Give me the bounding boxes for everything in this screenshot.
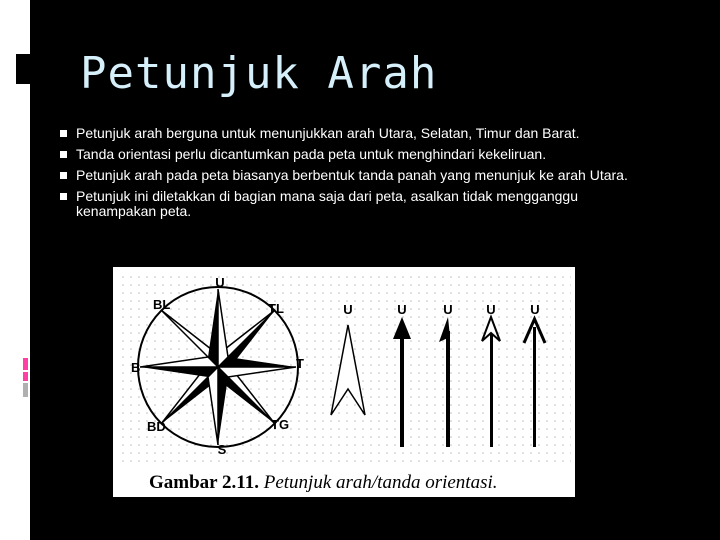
compass-label-east: T xyxy=(296,356,304,371)
compass-label-southeast: TG xyxy=(271,417,290,432)
square-bullet-icon xyxy=(60,130,67,137)
left-decor-bar xyxy=(16,54,30,84)
compass-label-northwest: BL xyxy=(153,297,171,312)
compass-label-north: U xyxy=(215,275,225,290)
bullet-text: Petunjuk arah pada peta biasanya berbentuk tanda panah yang menunjuk ke arah Utara. xyxy=(76,167,628,183)
compass-label-northeast: TL xyxy=(268,301,284,316)
square-bullet-icon xyxy=(60,172,67,179)
arrow-label-north: U xyxy=(530,302,540,317)
arrow-label-north: U xyxy=(443,302,453,317)
bullet-text: Tanda orientasi perlu dicantumkan pada peta untuk menghindari kekeliruan. xyxy=(76,146,547,162)
bullet-item xyxy=(60,147,660,162)
accent-mark-pink xyxy=(23,358,28,370)
caption-text: Petunjuk arah/tanda orientasi. xyxy=(263,472,498,493)
arrow-label-north: U xyxy=(486,302,496,317)
caption-label: Gambar 2.11. xyxy=(149,472,259,493)
square-bullet-icon xyxy=(60,151,67,158)
bullet-text: Petunjuk arah berguna untuk menunjukkan arah Utara, Selatan, Timur dan Barat. xyxy=(76,125,580,141)
accent-mark-pink-2 xyxy=(23,372,28,381)
arrow-label-north: U xyxy=(397,302,407,317)
orientation-illustration xyxy=(113,267,575,497)
bullet-text: Petunjuk ini diletakkan di bagian mana saja dari peta, asalkan tidak mengganggu kenampakan peta. xyxy=(76,188,579,219)
slide-title: Petunjuk Arah xyxy=(80,48,438,99)
bullet-list xyxy=(60,126,660,225)
arrow-label-north: U xyxy=(343,302,353,317)
compass-label-southwest: BD xyxy=(147,419,166,434)
bullet-item xyxy=(60,189,660,219)
compass-label-south: S xyxy=(217,442,227,457)
figure-caption xyxy=(149,472,498,494)
square-bullet-icon xyxy=(60,193,67,200)
accent-mark-gray xyxy=(23,383,28,397)
orientation-figure xyxy=(113,267,575,497)
bullet-item xyxy=(60,168,660,183)
compass-label-west: B xyxy=(131,360,141,375)
left-decor-strip xyxy=(0,0,30,540)
bullet-item xyxy=(60,126,660,141)
